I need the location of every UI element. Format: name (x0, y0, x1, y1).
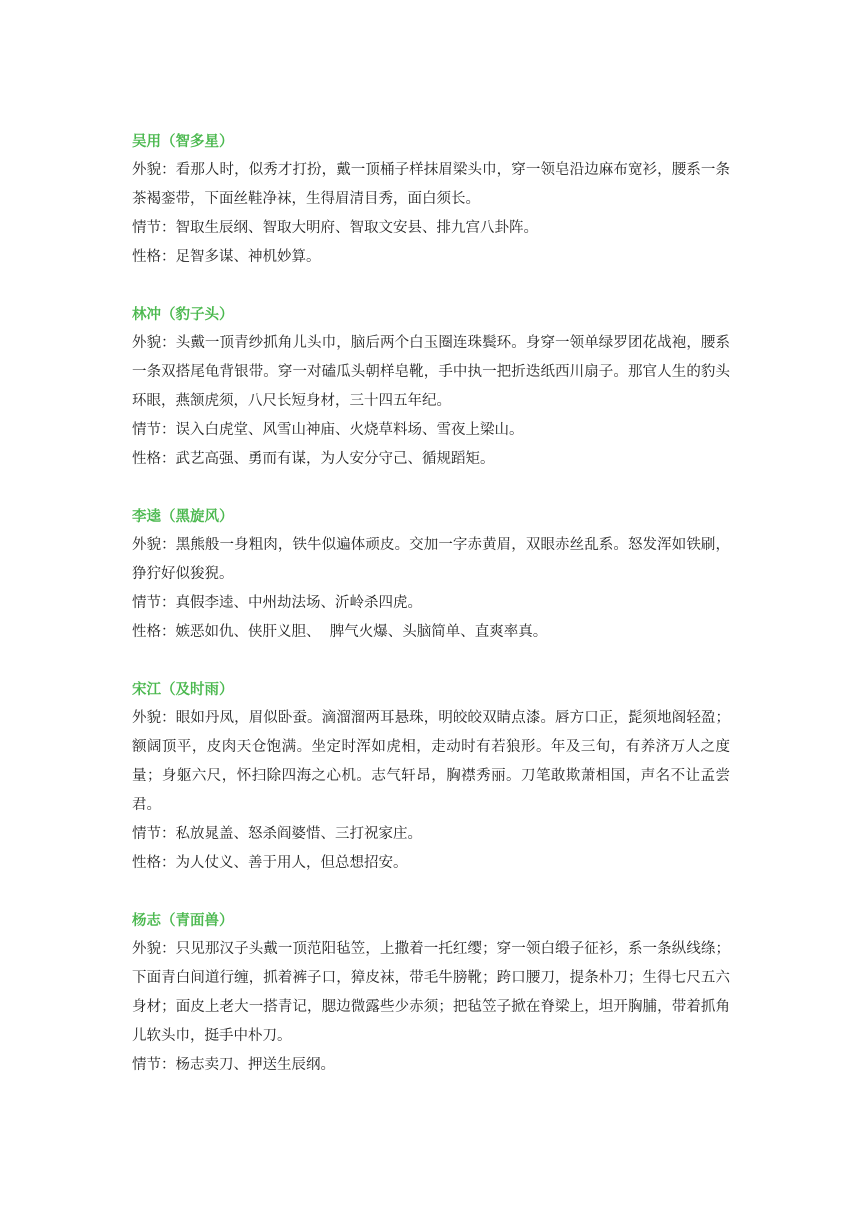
appearance-text: 外貌：看那人时，似秀才打扮，戴一顶桶子样抹眉梁头巾，穿一领皂沿边麻布宽衫，腰系一条茶褐銮带，下面丝鞋净袜，生得眉清目秀，面白须长。 (132, 162, 730, 207)
appearance-text: 外貌：黑熊般一身粗肉，铁牛似遍体顽皮。交加一字赤黄眉，双眼赤丝乱系。怒发浑如铁刷，狰狞好似狻猊。 (132, 537, 730, 582)
character-section-wu-yong (132, 128, 730, 272)
plot-text: 情节：误入白虎堂、风雪山神庙、火烧草料场、雪夜上梁山。 (132, 422, 524, 438)
personality-text: 性格：武艺高强、勇而有谋，为人安分守己、循规蹈矩。 (132, 451, 495, 467)
character-section-lin-chong (132, 301, 730, 474)
character-heading: 吴用（智多星） (132, 134, 234, 150)
character-heading: 杨志（青面兽） (132, 913, 234, 929)
plot-text: 情节：杨志卖刀、押送生辰纲。 (132, 1057, 335, 1073)
document-page (132, 128, 730, 1109)
appearance-text: 外貌：只见那汉子头戴一顶范阳毡笠，上撒着一托红缨；穿一领白缎子征衫，系一条纵线绦；下面青白间道行缠，抓着裤子口，獐皮袜，带毛牛膀靴；跨口腰刀，提条朴刀；生得七尺五六身材；面皮上老大一搭青记，腮边微露些少赤须；把毡笠子掀在脊梁上，坦开胸脯，带着抓角儿软头巾，挺手中朴刀。 (132, 941, 730, 1044)
plot-text: 情节：真假李逵、中州劫法场、沂岭杀四虎。 (132, 595, 422, 611)
character-section-yang-zhi (132, 907, 730, 1080)
character-section-li-kui (132, 503, 730, 647)
character-heading: 李逵（黑旋风） (132, 509, 234, 525)
plot-text: 情节：私放晁盖、怒杀阎婆惜、三打祝家庄。 (132, 826, 422, 842)
appearance-text: 外貌：眼如丹凤，眉似卧蚕。滴溜溜两耳悬珠，明皎皎双睛点漆。唇方口正，髭须地阁轻盈；额阔顶平，皮肉天仓饱满。坐定时浑如虎相，走动时有若狼形。年及三旬，有养济万人之度量；身躯六尺，怀扫除四海之心机。志气轩昂，胸襟秀丽。刀笔敢欺萧相国，声名不让孟尝君。 (132, 710, 730, 813)
plot-text: 情节：智取生辰纲、智取大明府、智取文安县、排九宫八卦阵。 (132, 220, 538, 236)
personality-text: 性格：足智多谋、神机妙算。 (132, 249, 321, 265)
character-heading: 宋江（及时雨） (132, 682, 234, 698)
personality-text: 性格：嫉恶如仇、侠肝义胆、 脾气火爆、头脑简单、直爽率真。 (132, 624, 548, 640)
character-section-song-jiang (132, 676, 730, 878)
personality-text: 性格：为人仗义、善于用人，但总想招安。 (132, 855, 408, 871)
character-heading: 林冲（豹子头） (132, 307, 234, 323)
appearance-text: 外貌：头戴一顶青纱抓角儿头巾，脑后两个白玉圈连珠鬓环。身穿一领单绿罗团花战袍，腰系一条双搭尾龟背银带。穿一对磕瓜头朝样皂靴，手中执一把折迭纸西川扇子。那官人生的豹头环眼，燕颔虎须，八尺长短身材，三十四五年纪。 (132, 335, 730, 409)
